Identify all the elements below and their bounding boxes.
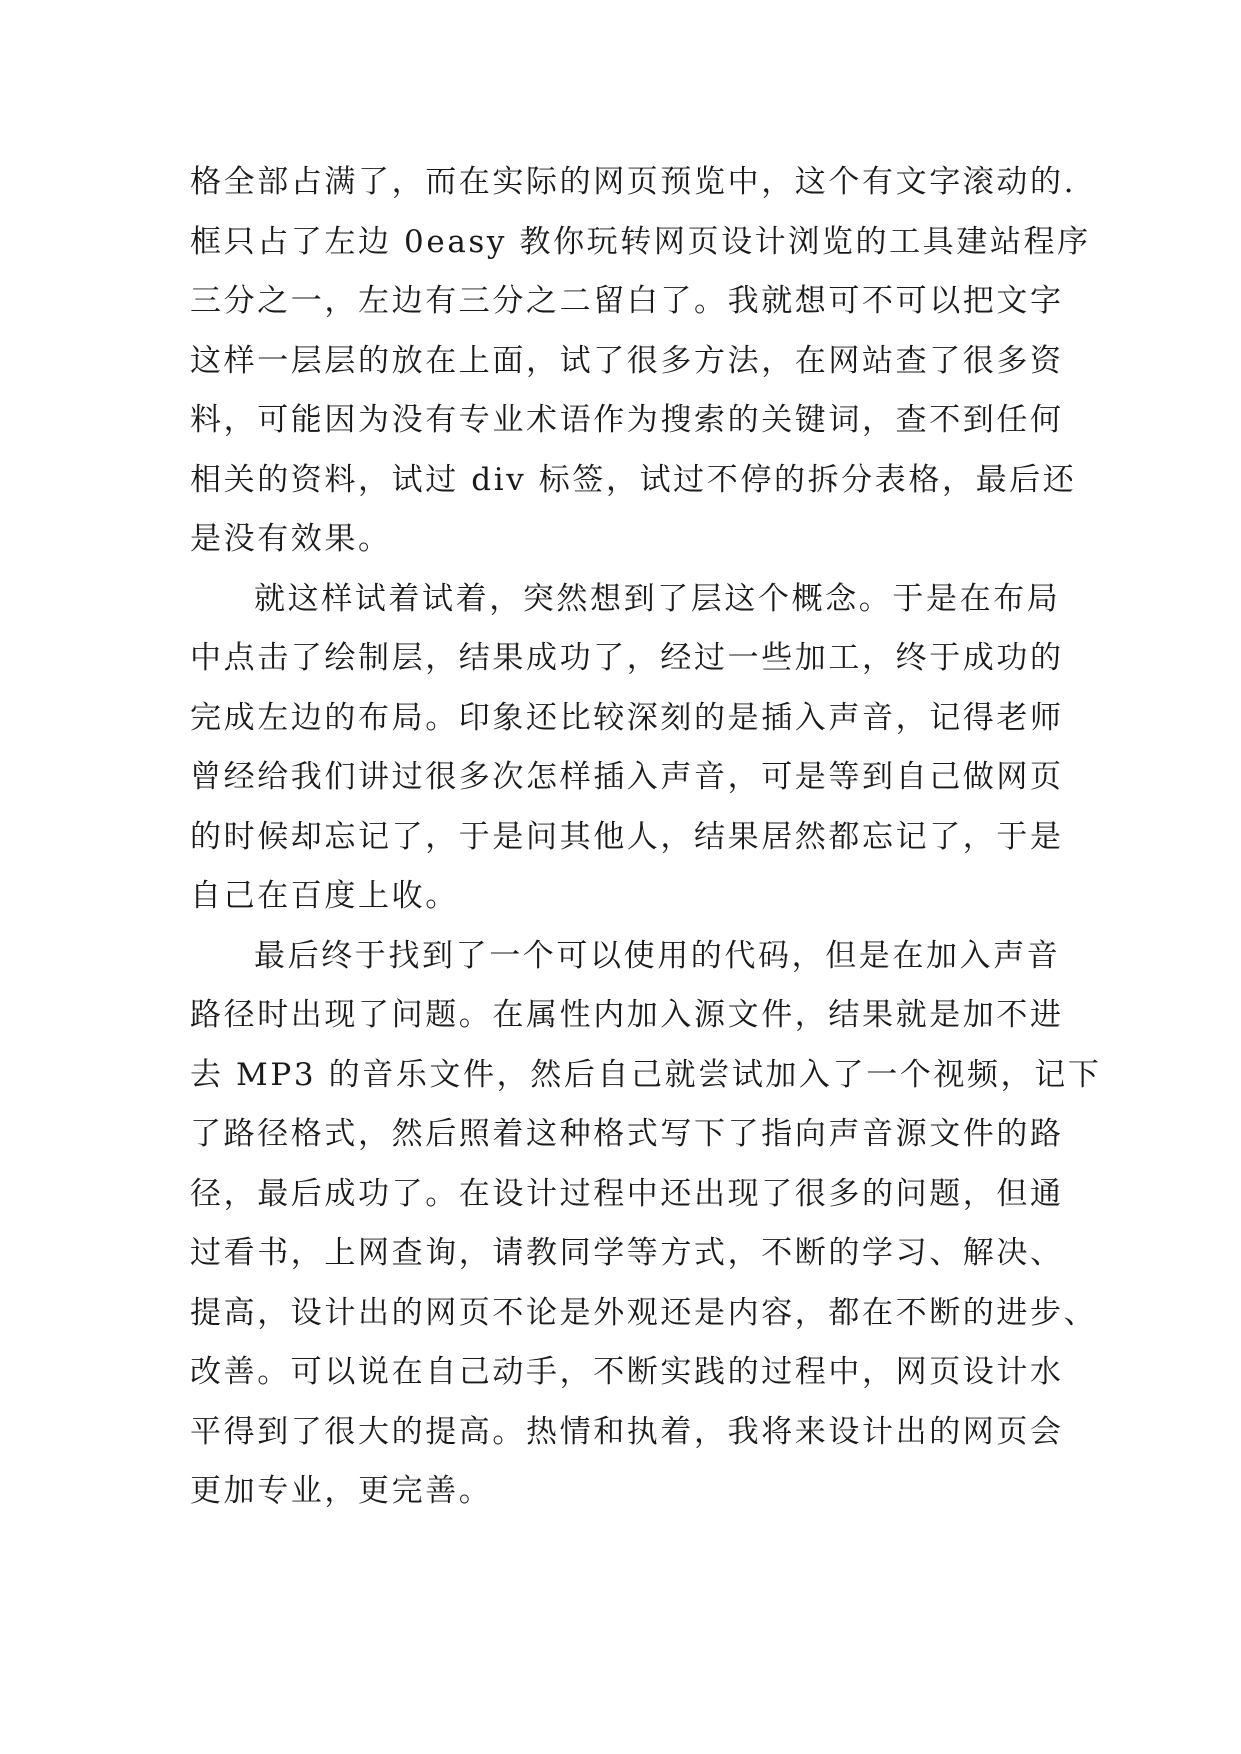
text-line: 三分之一，左边有三分之二留白了。我就想可不可以把文字 bbox=[190, 283, 1064, 319]
paragraph-first-line: 最后终于找到了一个可以使用的代码，但是在加入声音 bbox=[254, 937, 1061, 974]
text-line: 框只占了左边 0easy 教你玩转网页设计浏览的工具建站程序 bbox=[190, 223, 1091, 260]
text-line: 路径时出现了问题。在属性内加入源文件，结果就是加不进 bbox=[190, 997, 1064, 1033]
text-line: 了路径格式，然后照着这种格式写下了指向声音源文件的路 bbox=[190, 1116, 1064, 1152]
text-line: 自己在百度上收。 bbox=[190, 878, 459, 914]
text-line: 相关的资料，试过 div 标签，试过不停的拆分表格，最后还 bbox=[190, 461, 1077, 498]
text-line: 改善。可以说在自己动手，不断实践的过程中，网页设计水 bbox=[190, 1354, 1064, 1390]
text-line: 中点击了绘制层，结果成功了，经过一些加工，终于成功的 bbox=[190, 640, 1064, 676]
text-line: 格全部占满了，而在实际的网页预览中，这个有文字滚动的. bbox=[190, 164, 1077, 200]
text-line: 的时候却忘记了，于是问其他人，结果居然都忘记了，于是 bbox=[190, 818, 1064, 855]
text-line: 提高，设计出的网页不论是外观还是内容，都在不断的进步、 bbox=[190, 1294, 1098, 1331]
text-line: 这样一层层的放在上面，试了很多方法，在网站查了很多资 bbox=[190, 342, 1064, 379]
text-line: 曾经给我们讲过很多次怎样插入声音，可是等到自己做网页 bbox=[190, 759, 1064, 795]
text-line: 过看书，上网查询，请教同学等方式，不断的学习、解决、 bbox=[190, 1235, 1064, 1271]
paragraph-first-line: 就这样试着试着，突然想到了层这个概念。于是在布局 bbox=[254, 580, 1061, 617]
text-line: 料，可能因为没有专业术语作为搜索的关键词，查不到任何 bbox=[190, 402, 1064, 438]
text-line: 完成左边的布局。印象还比较深刻的是插入声音，记得老师 bbox=[190, 699, 1064, 736]
text-line: 平得到了很大的提高。热情和执着，我将来设计出的网页会 bbox=[190, 1413, 1064, 1450]
text-line: 是没有效果。 bbox=[190, 521, 392, 557]
text-line: 更加专业，更完善。 bbox=[190, 1473, 493, 1509]
body-text bbox=[190, 153, 1102, 1522]
text-line: 径，最后成功了。在设计过程中还出现了很多的问题，但通 bbox=[190, 1175, 1064, 1212]
text-line: 去 MP3 的音乐文件，然后自己就尝试加入了一个视频，记下 bbox=[190, 1056, 1102, 1093]
